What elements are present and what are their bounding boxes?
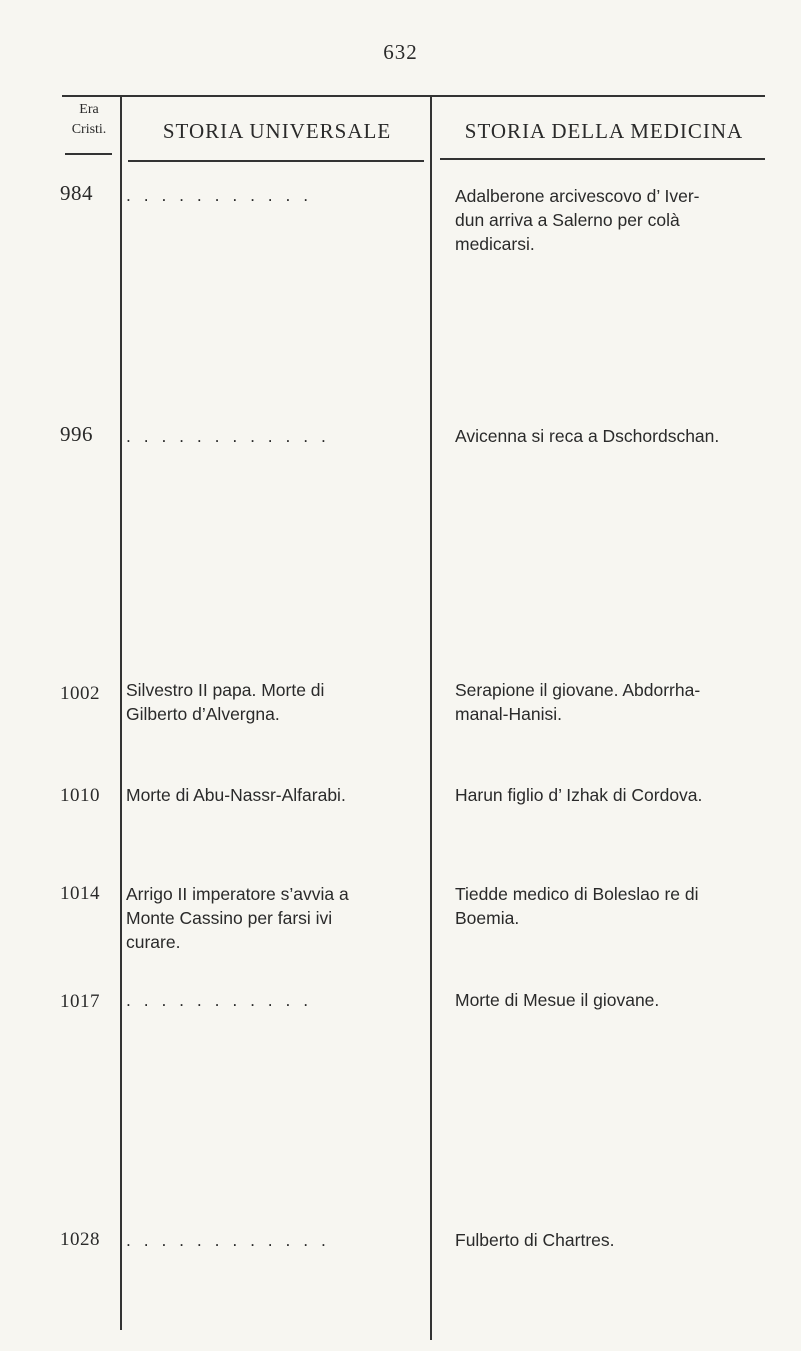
year-984: 984 [60, 181, 93, 205]
universal-entry-996: . . . . . . . . . . . . [126, 426, 330, 446]
year-1010: 1010 [60, 785, 100, 806]
page-number: 632 [383, 40, 418, 64]
universal-entry-1028: . . . . . . . . . . . . [126, 1230, 330, 1250]
medicine-entry-1014: Tiedde medico di Boleslao re di Boemia. [455, 884, 699, 928]
era-header-line-1: Era [79, 102, 99, 117]
medicine-header-underline [440, 158, 765, 160]
universal-entry-1017: . . . . . . . . . . . [126, 990, 313, 1010]
medicine-column-divider [430, 95, 432, 1340]
medicine-entry-1017: Morte di Mesue il giovane. [455, 990, 660, 1010]
year-996: 996 [60, 422, 93, 446]
era-header [63, 100, 115, 140]
medicine-entry-1028: Fulberto di Chartres. [455, 1230, 615, 1250]
medicine-history-header: STORIA DELLA MEDICINA [464, 119, 744, 143]
medicine-entry-1002: Serapione il giovane. Abdorrha- manal-Hanisi. [455, 680, 701, 724]
medicine-entry-996: Avicenna si reca a Dschordschan. [455, 426, 720, 446]
universal-header-underline [128, 160, 424, 162]
year-1002: 1002 [60, 683, 100, 704]
year-1028: 1028 [60, 1229, 100, 1250]
year-1014: 1014 [60, 883, 100, 904]
universal-entry-1014: Arrigo II imperatore s’avvia a Monte Cassino per farsi ivi curare. [126, 884, 349, 952]
top-rule [62, 95, 765, 97]
era-column-divider [120, 95, 122, 1330]
era-header-underline [65, 153, 112, 155]
medicine-entry-984: Adalberone arcivescovo d’ Iver- dun arriva a Salerno per colà medicarsi. [455, 186, 700, 254]
medicine-entry-1010: Harun figlio d’ Izhak di Cordova. [455, 785, 703, 805]
universal-history-header: STORIA UNIVERSALE [162, 119, 392, 143]
universal-entry-984: . . . . . . . . . . . [126, 185, 313, 205]
universal-entry-1002: Silvestro II papa. Morte di Gilberto d’Alvergna. [126, 680, 325, 724]
year-1017: 1017 [60, 991, 100, 1012]
universal-entry-1010: Morte di Abu-Nassr-Alfarabi. [126, 785, 346, 805]
era-header-line-2: Cristi. [71, 122, 107, 137]
